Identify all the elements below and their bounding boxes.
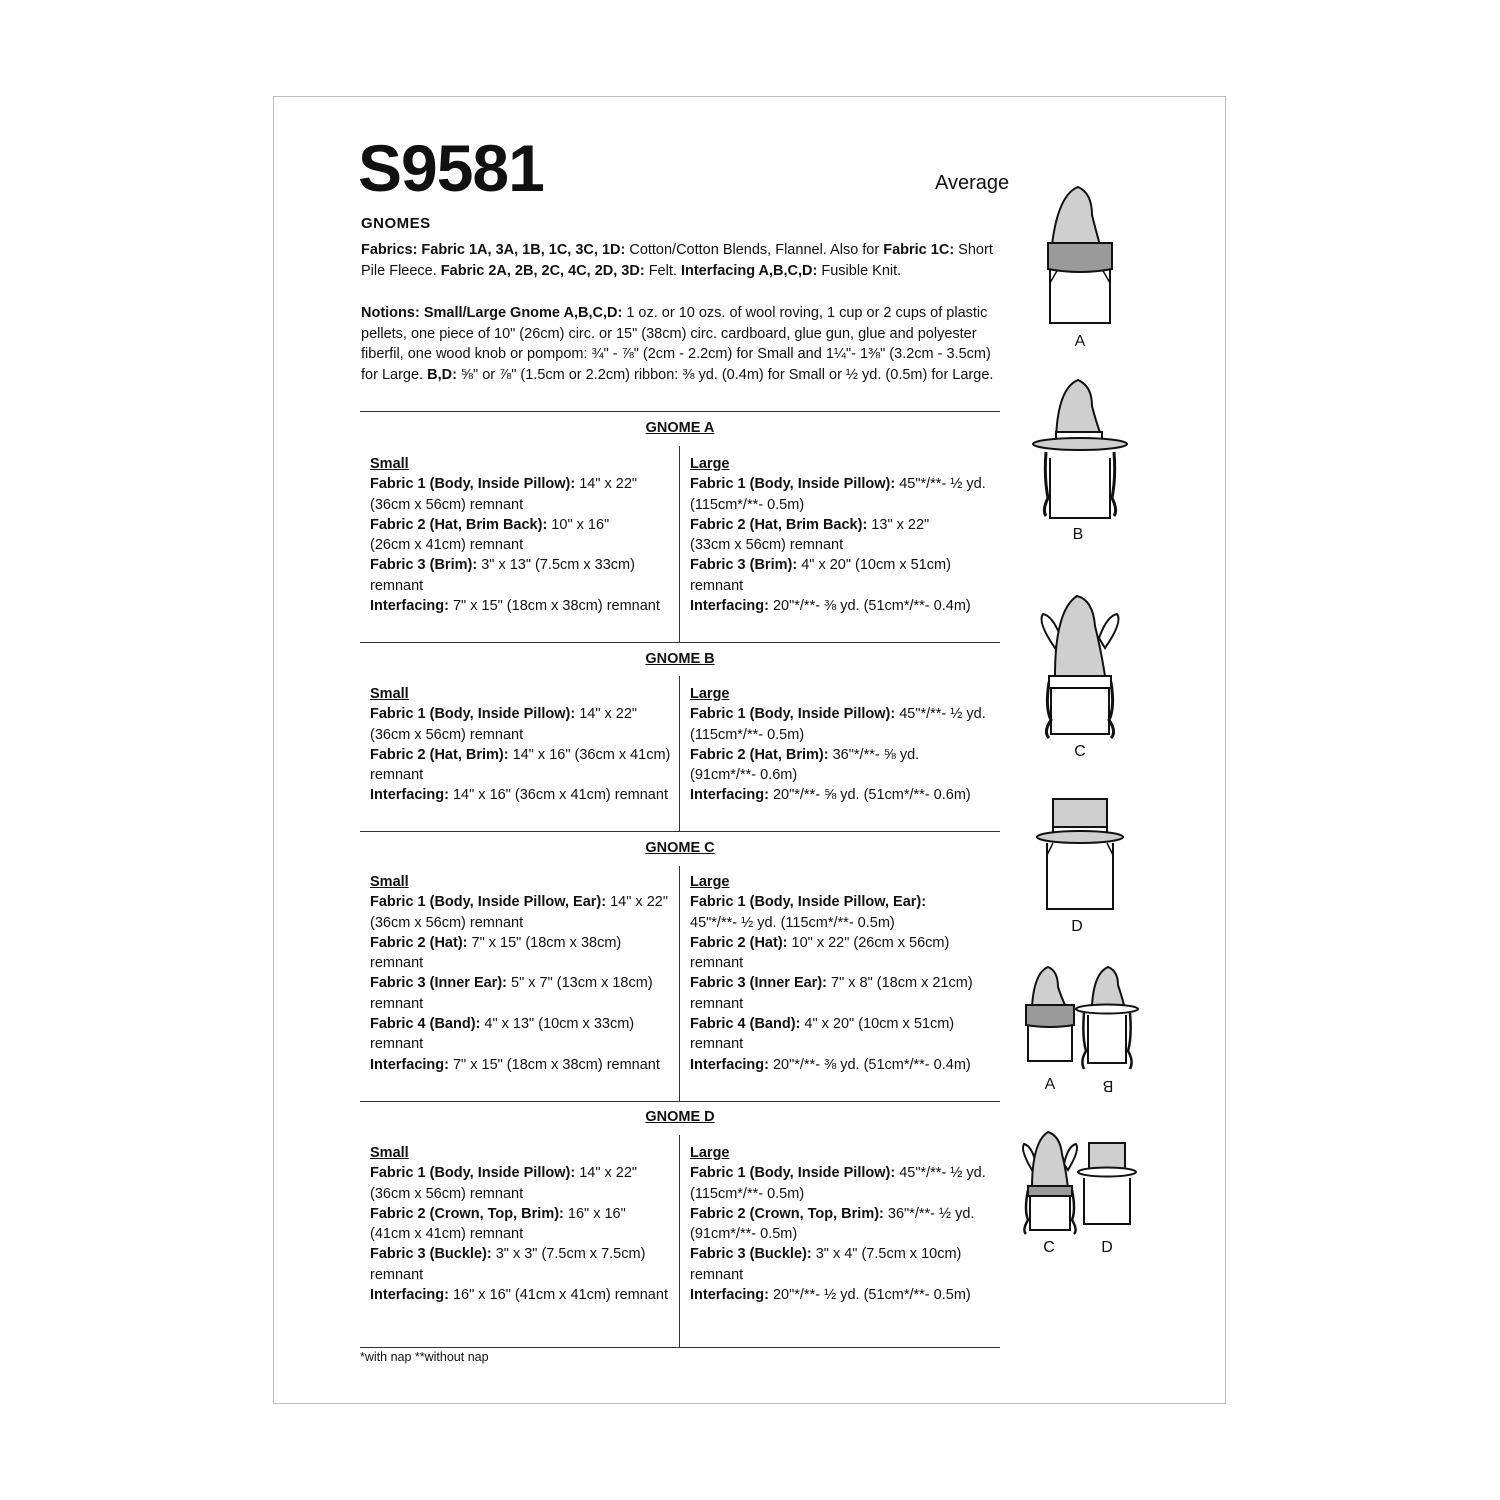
requirement-line: [370, 913, 675, 933]
gnome-c-back-illustration: [1018, 1130, 1082, 1236]
hat-shape: [1056, 380, 1102, 438]
requirement-value: remnant: [690, 955, 744, 972]
requirement-label: Fabric 3 (Buckle):: [690, 1246, 812, 1263]
requirement-value: 16" x 16": [563, 1205, 626, 1222]
requirement-line: [690, 1163, 995, 1183]
requirement-line: [690, 1055, 995, 1075]
requirement-value: 45"*/**- ½ yd.: [895, 706, 986, 723]
requirement-label: Fabric 3 (Inner Ear):: [690, 975, 827, 992]
gnome-b-small-requirements: [370, 684, 675, 806]
requirement-value: (41cm x 41cm) remnant: [370, 1226, 524, 1243]
requirement-line: [370, 555, 675, 575]
requirement-value: 4" x 20" (10cm x 51cm): [797, 557, 951, 574]
requirement-label: Fabric 3 (Brim):: [690, 557, 798, 574]
requirement-value: 45"*/**- ½ yd. (115cm*/**- 0.5m): [690, 914, 895, 931]
requirement-line: [370, 1204, 675, 1224]
notions-text-2: ⅝" or ⅞" (1.5cm or 2.2cm) ribbon: ⅜ yd. (0.4m) for Small or ½ yd. (0.5m) for Large.: [456, 366, 994, 383]
section-title-gnome-c: GNOME C: [645, 840, 715, 856]
requirement-line: [370, 515, 675, 535]
requirement-value: 7" x 15" (18cm x 38cm) remnant: [448, 598, 660, 615]
requirement-value: 5" x 7" (13cm x 18cm): [506, 975, 653, 992]
requirement-line: [690, 1014, 995, 1034]
large-size-heading: Large: [690, 1145, 730, 1161]
section-title-gnome-b: GNOME B: [645, 651, 715, 667]
requirement-line: [690, 1204, 995, 1224]
requirement-label: Fabric 2 (Crown, Top, Brim):: [370, 1205, 564, 1222]
requirement-value: remnant: [370, 1036, 424, 1053]
requirement-label: Interfacing:: [690, 598, 769, 615]
requirement-value: 14" x 22": [606, 894, 668, 911]
requirement-line: [370, 1184, 675, 1204]
requirement-value: 36"*/**- ½ yd.: [883, 1205, 975, 1222]
difficulty-level: Average: [935, 172, 1010, 194]
requirement-label: Fabric 2 (Hat):: [370, 934, 468, 951]
requirement-line: [690, 1034, 995, 1054]
fabrics-text-2: Short Pile Fleece.: [361, 242, 993, 279]
notions-label-1: Notions: Small/Large Gnome A,B,C,D:: [361, 305, 623, 321]
requirement-label: Interfacing:: [370, 598, 449, 615]
requirement-label: Fabric 2 (Hat, Brim Back):: [690, 516, 868, 533]
view-label-a: A: [1074, 333, 1086, 350]
back-view-label-a: A: [1044, 1076, 1056, 1093]
gnome-a-back-illustration: [1022, 965, 1078, 1065]
requirement-label: Fabric 2 (Hat):: [690, 934, 788, 951]
requirement-line: [370, 1163, 675, 1183]
requirement-line: [370, 1014, 675, 1034]
requirement-line: [370, 725, 675, 745]
fabrics-text-1: Cotton/Cotton Blends, Flannel. Also for: [625, 242, 884, 258]
requirement-value: (36cm x 56cm) remnant: [370, 1185, 524, 1202]
requirement-line: [690, 892, 995, 912]
requirement-label: Fabric 1 (Body, Inside Pillow):: [690, 476, 896, 493]
requirement-line: [370, 576, 675, 596]
body-shape: [1047, 843, 1113, 909]
requirement-line: [370, 785, 675, 805]
requirement-value: 45"*/**- ½ yd.: [895, 1165, 986, 1182]
column-divider: [679, 1135, 680, 1347]
requirement-line: [690, 973, 995, 993]
requirement-label: Fabric 2 (Hat, Brim):: [370, 746, 509, 763]
brim-shape: [1033, 438, 1127, 450]
requirement-line: [370, 933, 675, 974]
notions-paragraph: [361, 303, 1001, 385]
requirement-value: (91cm*/**- 0.5m): [690, 1226, 798, 1243]
fabrics-paragraph: [361, 240, 1001, 281]
requirement-label: Interfacing:: [370, 787, 449, 804]
requirement-value: 20"*/**- ⅜ yd. (51cm*/**- 0.4m): [768, 1056, 971, 1073]
requirement-value: 16" x 16" (41cm x 41cm) remnant: [448, 1287, 668, 1304]
requirement-value: (115cm*/**- 0.5m): [690, 1185, 805, 1202]
requirement-value: remnant: [370, 577, 424, 594]
requirement-label: Fabric 1 (Body, Inside Pillow):: [370, 706, 576, 723]
view-label-d: D: [1071, 918, 1083, 935]
requirement-value: remnant: [690, 1266, 744, 1283]
hat-shape: [1055, 596, 1105, 676]
footnote-nap: *with nap **without nap: [360, 1350, 489, 1364]
requirement-label: Fabric 1 (Body, Inside Pillow, Ear):: [370, 894, 607, 911]
requirement-line: [690, 495, 995, 515]
requirement-line: [690, 474, 995, 494]
requirement-value: (115cm*/**- 0.5m): [690, 726, 805, 743]
requirement-label: Fabric 1 (Body, Inside Pillow):: [370, 476, 576, 493]
requirement-line: [690, 953, 995, 973]
requirement-line: [690, 555, 995, 575]
band-shape: [1049, 676, 1111, 688]
requirement-line: [690, 1184, 995, 1204]
requirement-line: [370, 994, 675, 1014]
column-divider: [679, 866, 680, 1101]
requirement-label: Fabric 2 (Hat, Brim Back):: [370, 516, 548, 533]
requirement-line: [690, 704, 995, 724]
section-title-gnome-d: GNOME D: [645, 1109, 715, 1125]
requirement-value: remnant: [690, 1036, 744, 1053]
fabrics-label-2: Fabric 1C:: [883, 242, 955, 258]
requirement-line: [370, 1034, 675, 1054]
requirement-value: (33cm x 56cm) remnant: [690, 537, 844, 554]
gnome-c-large-requirements: [690, 872, 995, 1075]
section-divider: [360, 831, 1000, 832]
requirement-value: remnant: [690, 995, 744, 1012]
requirement-line: [690, 576, 995, 596]
large-size-heading: Large: [690, 874, 730, 890]
notions-text-1: 1 oz. or 10 ozs. of wool roving, 1 cup or 2 cups of plastic pellets, one piece of 10" (26cm) circ. or 15" (38cm) circ. cardboard, glue gun, glue and polyester fiberfil, one wood knob or pompom: ¾" - ⅞" (2cm - 2.2cm) for Small and 1¼"- 1⅜" (3.2cm - 3.5cm) for Large.: [361, 305, 991, 383]
gnome-b-illustration: [1030, 378, 1130, 528]
requirement-label: Fabric 1 (Body, Inside Pillow):: [690, 706, 896, 723]
requirement-value: 13" x 22": [867, 516, 930, 533]
gnome-c-illustration: [1035, 592, 1125, 742]
column-divider: [679, 676, 680, 831]
requirement-value: (36cm x 56cm) remnant: [370, 726, 524, 743]
column-divider: [679, 446, 680, 642]
gnome-d-illustration: [1035, 795, 1125, 913]
requirement-label: Fabric 4 (Band):: [690, 1016, 801, 1033]
requirement-label: Fabric 2 (Crown, Top, Brim):: [690, 1205, 884, 1222]
section-title-gnome-a: GNOME A: [645, 420, 715, 436]
requirement-label: Interfacing:: [370, 1056, 449, 1073]
large-size-heading: Large: [690, 686, 730, 702]
gnome-d-large-requirements: [690, 1143, 995, 1305]
fabrics-label-1: Fabrics: Fabric 1A, 3A, 1B, 1C, 3C, 1D:: [361, 242, 626, 258]
hat-band-shape: [1048, 243, 1112, 272]
requirement-label: Fabric 1 (Body, Inside Pillow):: [690, 1165, 896, 1182]
gnome-d-small-requirements: [370, 1143, 675, 1305]
requirement-line: [370, 1224, 675, 1244]
requirement-value: 20"*/**- ⅜ yd. (51cm*/**- 0.4m): [768, 598, 971, 615]
requirement-value: remnant: [370, 995, 424, 1012]
body-shape: [1050, 269, 1110, 323]
requirement-line: [370, 745, 675, 765]
requirement-value: (91cm*/**- 0.6m): [690, 767, 798, 784]
requirement-line: [690, 535, 995, 555]
requirement-value: (36cm x 56cm) remnant: [370, 914, 524, 931]
requirement-line: [370, 1055, 675, 1075]
requirement-line: [370, 535, 675, 555]
requirement-line: [370, 704, 675, 724]
requirement-value: 3" x 3" (7.5cm x 7.5cm): [491, 1246, 646, 1263]
requirement-value: 7" x 8" (18cm x 21cm): [826, 975, 973, 992]
section-divider: [360, 642, 1000, 643]
requirement-value: (115cm*/**- 0.5m): [690, 496, 805, 513]
fabrics-text-4: Fusible Knit.: [817, 262, 902, 279]
requirement-value: 14" x 22": [575, 476, 638, 493]
requirement-value: 14" x 22": [575, 706, 638, 723]
back-view-label-c: C: [1043, 1239, 1055, 1256]
requirement-value: 10" x 16": [547, 516, 610, 533]
fabrics-label-4: Interfacing A,B,C,D:: [680, 262, 818, 279]
requirement-line: [690, 725, 995, 745]
requirement-label: Fabric 4 (Band):: [370, 1016, 481, 1033]
requirement-line: [370, 1265, 675, 1285]
requirement-label: Interfacing:: [690, 1056, 769, 1073]
body-shape: [1051, 688, 1109, 734]
requirement-label: Fabric 3 (Brim):: [370, 557, 478, 574]
requirement-label: Interfacing:: [370, 1287, 449, 1304]
requirement-line: [690, 1244, 995, 1264]
requirement-line: [690, 994, 995, 1014]
gnome-b-back-illustration: [1074, 965, 1140, 1073]
small-size-heading: Small: [370, 686, 409, 702]
requirement-line: [370, 765, 675, 785]
gnome-b-large-requirements: [690, 684, 995, 806]
requirement-line: [690, 515, 995, 535]
requirement-label: Interfacing:: [690, 1287, 769, 1304]
requirement-line: [690, 1285, 995, 1305]
gnome-a-small-requirements: [370, 454, 675, 616]
pattern-number: S9581: [358, 131, 544, 205]
requirement-value: 3" x 13" (7.5cm x 33cm): [477, 557, 635, 574]
gnome-d-back-illustration: [1076, 1140, 1138, 1228]
requirement-label: Fabric 3 (Buckle):: [370, 1246, 492, 1263]
requirement-value: 45"*/**- ½ yd.: [895, 476, 986, 493]
requirement-value: 20"*/**- ½ yd. (51cm*/**- 0.5m): [768, 1287, 971, 1304]
gnome-a-illustration: [1040, 185, 1120, 325]
requirement-value: 7" x 15" (18cm x 38cm) remnant: [370, 934, 622, 972]
requirement-value: remnant: [370, 1266, 424, 1283]
right-ear-shape: [1099, 614, 1119, 648]
back-view-label-d: D: [1101, 1239, 1113, 1256]
requirement-line: [690, 1265, 995, 1285]
requirement-value: remnant: [370, 767, 424, 784]
requirement-label: Fabric 1 (Body, Inside Pillow):: [370, 1165, 576, 1182]
body-shape: [1050, 458, 1110, 518]
requirement-value: 7" x 15" (18cm x 38cm) remnant: [448, 1056, 660, 1073]
small-size-heading: Small: [370, 1145, 409, 1161]
requirement-line: [370, 596, 675, 616]
section-divider: [360, 411, 1000, 412]
back-view-label-b: B: [1102, 1077, 1114, 1094]
brim-shape: [1037, 831, 1123, 843]
requirement-line: [370, 973, 675, 993]
large-size-heading: Large: [690, 456, 730, 472]
requirement-value: (26cm x 41cm) remnant: [370, 537, 524, 554]
requirement-line: [690, 785, 995, 805]
fabrics-label-3: Fabric 2A, 2B, 2C, 4C, 2D, 3D:: [440, 262, 645, 279]
fabrics-text-3: Felt.: [644, 262, 681, 279]
hat-shape: [1052, 187, 1100, 245]
requirement-line: [690, 1224, 995, 1244]
requirement-value: 14" x 22": [575, 1165, 638, 1182]
requirement-label: Interfacing:: [690, 787, 769, 804]
section-divider: [360, 1101, 1000, 1102]
requirement-line: [370, 892, 675, 912]
requirement-label: Fabric 3 (Inner Ear):: [370, 975, 507, 992]
requirement-line: [690, 913, 995, 933]
requirement-value: remnant: [690, 577, 744, 594]
notions-label-2: B,D:: [427, 366, 457, 383]
requirement-value: 14" x 16" (36cm x 41cm): [508, 746, 671, 763]
gnome-c-small-requirements: [370, 872, 675, 1075]
requirement-label: Fabric 1 (Body, Inside Pillow, Ear):: [690, 894, 927, 911]
requirement-value: 4" x 13" (10cm x 33cm): [480, 1016, 635, 1033]
requirement-value: 3" x 4" (7.5cm x 10cm): [811, 1246, 962, 1263]
small-size-heading: Small: [370, 874, 409, 890]
requirement-line: [370, 474, 675, 494]
requirement-line: [370, 1285, 675, 1305]
requirement-line: [690, 596, 995, 616]
requirement-value: 4" x 20" (10cm x 51cm): [800, 1016, 955, 1033]
small-size-heading: Small: [370, 456, 409, 472]
requirement-value: 20"*/**- ⅝ yd. (51cm*/**- 0.6m): [768, 787, 971, 804]
view-label-c: C: [1074, 743, 1086, 760]
view-label-b: B: [1072, 526, 1084, 543]
gnome-a-large-requirements: [690, 454, 995, 616]
requirement-line: [690, 765, 995, 785]
requirement-line: [370, 1244, 675, 1264]
requirement-line: [690, 745, 995, 765]
section-divider: [360, 1347, 1000, 1348]
requirement-value: (36cm x 56cm) remnant: [370, 496, 524, 513]
requirement-label: Fabric 2 (Hat, Brim):: [690, 746, 829, 763]
requirement-line: [690, 933, 995, 953]
requirement-line: [370, 495, 675, 515]
requirement-value: 10" x 22" (26cm x 56cm): [787, 934, 950, 951]
requirement-value: 36"*/**- ⅝ yd.: [828, 746, 920, 763]
pattern-title: GNOMES: [361, 215, 431, 232]
requirement-value: 14" x 16" (36cm x 41cm) remnant: [448, 787, 668, 804]
